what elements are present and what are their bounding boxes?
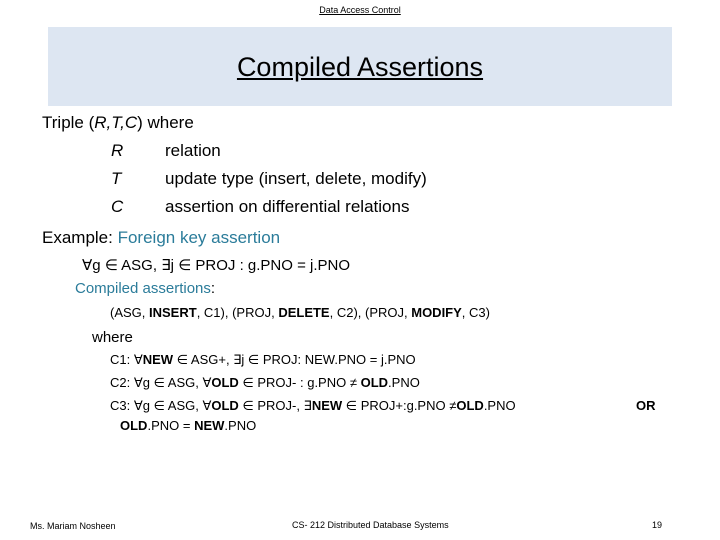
triple-desc-c: assertion on differential relations [165, 197, 410, 216]
compiled-list: (ASG, INSERT, C1), (PROJ, DELETE, C2), (PROJ, MODIFY, C3) [110, 305, 490, 320]
c3-alt-line: OLD.PNO = NEW.PNO [120, 418, 257, 433]
triple-suffix: ) where [137, 113, 194, 132]
fk-assertion: ∀g ∈ ASG, ∃j ∈ PROJ : g.PNO = j.PNO [82, 257, 351, 274]
triple-desc-r: relation [165, 141, 221, 160]
slide-title: Compiled Assertions [236, 52, 484, 82]
compiled-label: Compiled assertions [75, 280, 211, 297]
where-label: where [92, 329, 133, 346]
triple-line [42, 113, 194, 133]
example-label: Example: [42, 228, 118, 247]
example-text: Foreign key assertion [117, 228, 281, 247]
c2-line: C2: ∀g ∈ ASG, ∀OLD ∈ PROJ- : g.PNO ≠ OLD.PNO [110, 375, 420, 390]
header-title: Data Access Control [319, 5, 401, 15]
footer-course: CS- 212 Distributed Database Systems [292, 520, 449, 530]
triple-var-r: R [111, 141, 124, 160]
c3-line: C3: ∀g ∈ ASG, ∀OLD ∈ PROJ-, ∃NEW ∈ PROJ+:g.PNO ≠OLD.PNO [110, 398, 516, 413]
footer-page-number: 19 [652, 520, 663, 530]
or-label: OR [636, 398, 656, 413]
compiled-colon: : [210, 280, 216, 297]
example-line [42, 228, 280, 248]
triple-prefix: Triple ( [42, 113, 95, 132]
triple-var-t: T [111, 169, 122, 188]
triple-vars: R,T,C [94, 113, 138, 132]
c1-line: C1: ∀NEW ∈ ASG+, ∃j ∈ PROJ: NEW.PNO = j.PNO [110, 352, 416, 367]
compiled-label-line [75, 280, 215, 297]
footer-author: Ms. Mariam Nosheen [30, 521, 116, 531]
triple-desc-t: update type (insert, delete, modify) [165, 169, 427, 188]
triple-var-c: C [111, 197, 124, 216]
